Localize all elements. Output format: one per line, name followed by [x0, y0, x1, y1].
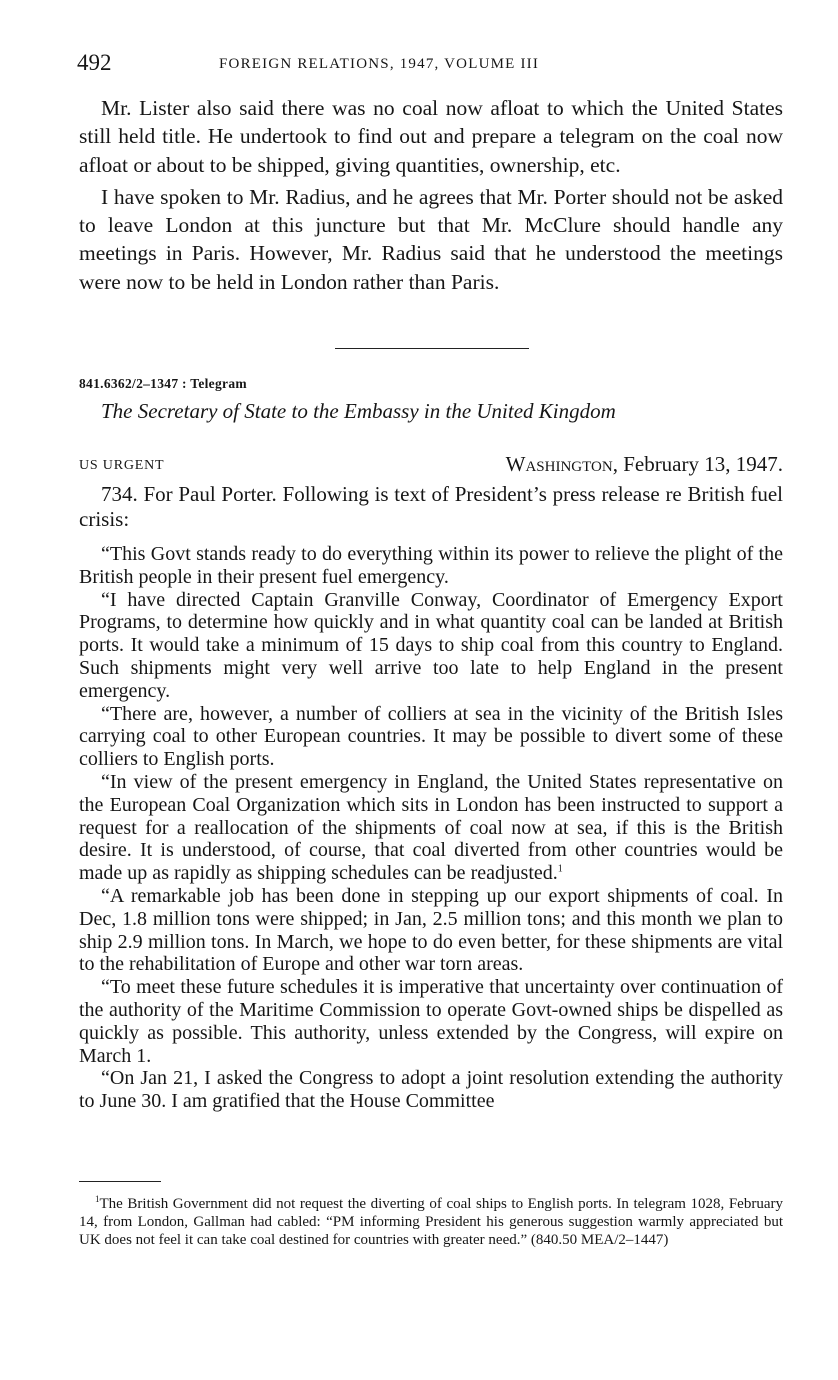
document-title: The Secretary of State to the Embassy in the United Kingdom	[101, 399, 616, 423]
quote-paragraph: “This Govt stands ready to do everything within its power to relieve the plight of the British people in their present fuel emergency.	[79, 543, 783, 588]
footnote-reference[interactable]: 1	[557, 863, 563, 875]
quote-paragraph: “On Jan 21, I asked the Congress to adopt a joint resolution extending the authority to June 30. I am gratified that the House Committee	[79, 1067, 783, 1113]
quote-paragraph: “I have directed Captain Granville Conway, Coordinator of Emergency Export Programs, to determine how quickly and in what quantity coal can be landed at British ports. It would take a minimum of 15 days to ship coal from this country to England. Such shipments might very well arrive too late to help England in the present emergency.	[79, 588, 783, 702]
footnote-body: The British Government did not request the diverting of coal ships to English ports. In telegram 1028, February 14, from London, Gallman had cabled: “PM informing President his generous suggestion warmly appreciated but UK does not feel it can take coal destined for countries with greater need.” (840.50 MEA/2–1447)	[79, 1196, 783, 1248]
page-number: 492	[77, 50, 112, 75]
quote-paragraph: “A remarkable job has been done in stepping up our export shipments of coal. In Dec, 1.8 million tons were shipped; in Jan, 2.5 million tons; and this month we plan to ship 2.9 million tons. In March, we hope to do even better, for these shipments are vital to the rehabilitation of Europe and other war torn areas.	[79, 884, 783, 976]
telegram-opening	[79, 482, 783, 532]
section-divider	[335, 348, 529, 349]
quote-paragraph	[79, 771, 783, 885]
footnote	[79, 1195, 783, 1249]
file-reference: 841.6362/2–1347 : Telegram	[79, 376, 247, 391]
quote-text: “In view of the present emergency in England, the United States representative on the European Coal Organization which sits in London has been instructed to support a request for a reallocation of the shipments of coal now at sea, if this is the British desire. It is understood, of course, that coal diverted from other countries would be made up as rapidly as shipping schedules can be readjusted.	[79, 770, 783, 885]
footnote-text	[79, 1195, 783, 1249]
quote-paragraph: “There are, however, a number of colliers at sea in the vicinity of the British Isles carrying coal to other European countries. It may be possible to divert some of these colliers to English ports.	[79, 702, 783, 771]
running-head	[79, 50, 783, 78]
paragraph: I have spoken to Mr. Radius, and he agrees that Mr. Porter should not be asked to leave London at this juncture but that Mr. McClure should handle any meetings in Paris. However, Mr. Radius said that he understood the meetings were now to be held in London rather than Paris.	[79, 184, 783, 294]
continued-text	[79, 94, 783, 300]
footnote-divider	[79, 1181, 161, 1182]
quote-paragraph: “To meet these future schedules it is imperative that uncertainty over continuation of the authority of the Maritime Commission to operate Govt-owned ships be dispelled as quickly as possible. This authority, unless extended by the Congress, will expire on March 1.	[79, 976, 783, 1067]
dateline	[79, 452, 783, 478]
paragraph: 734. For Paul Porter. Following is text of President’s press release re British fuel crisis:	[79, 482, 783, 531]
date: , February 13, 1947.	[612, 452, 783, 476]
paragraph: Mr. Lister also said there was no coal now afloat to which the United States still held title. He undertook to find out and prepare a telegram on the coal now afloat or about to be shipped, giving quantities, ownership, etc.	[79, 96, 783, 177]
running-head-title: FOREIGN RELATIONS, 1947, VOLUME III	[219, 56, 540, 72]
footnote-marker: 1	[95, 1194, 100, 1204]
place: Washington	[505, 452, 613, 476]
classification: US URGENT	[79, 458, 165, 473]
place-date	[506, 452, 783, 477]
press-release-text	[79, 543, 783, 1113]
